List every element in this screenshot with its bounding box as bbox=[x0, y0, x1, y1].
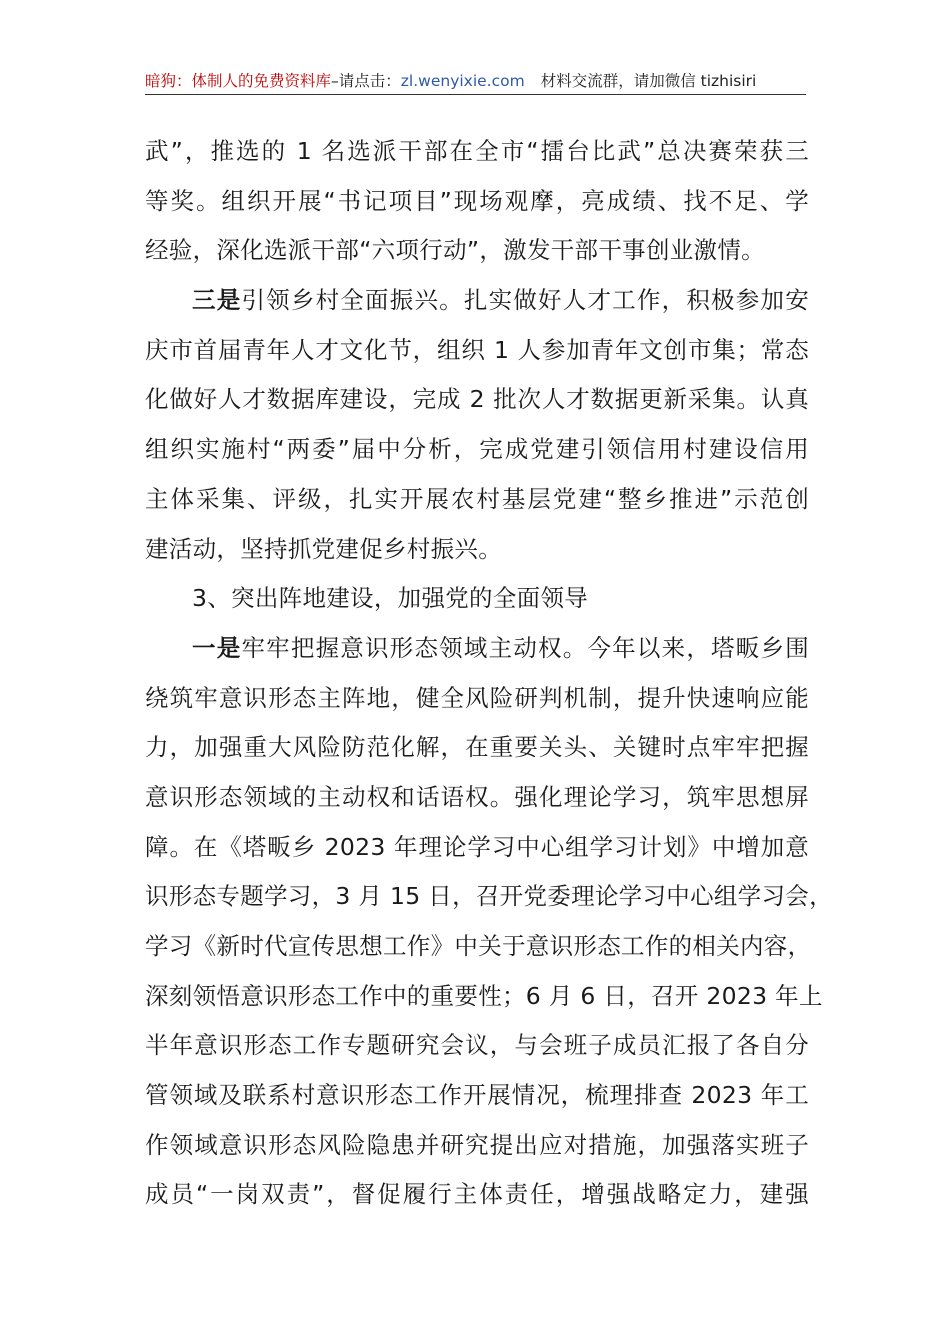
text-line: 绕筑牢意识形态主阵地，健全风险研判机制，提升快速响应能 bbox=[145, 683, 809, 712]
text-line: 化做好人才数据库建设，完成 2 批次人才数据更新采集。认真 bbox=[145, 385, 809, 414]
header-url-link[interactable]: zl.wenyixie.com bbox=[400, 72, 525, 90]
text-line: 牢牢把握意识形态领域主动权。今年以来，塔畈乡围 bbox=[241, 633, 809, 662]
text-line: 组织实施村“两委”届中分析，完成党建引领信用村建设信用 bbox=[145, 435, 809, 464]
text-line: 识形态专题学习，3 月 15 日，召开党委理论学习中心组学习会， bbox=[145, 882, 833, 911]
text-line: 庆市首届青年人才文化节，组织 1 人参加青年文创市集；常态 bbox=[145, 335, 809, 364]
text-line: 成员“一岗双责”，督促履行主体责任，增强战略定力，建强 bbox=[145, 1180, 809, 1209]
section-heading: 3、突出阵地建设，加强党的全面领导 bbox=[192, 584, 589, 613]
paragraph-start-line bbox=[145, 624, 809, 674]
document-body bbox=[145, 127, 833, 1220]
text-line: 半年意识形态工作专题研究会议，与会班子成员汇报了各自分 bbox=[145, 1031, 809, 1060]
text-line: 引领乡村全面振兴。扎实做好人才工作，积极参加安 bbox=[241, 286, 809, 315]
header-group-text: 材料交流群，请加微信 tizhisiri bbox=[540, 72, 757, 90]
text-line: 武”，推选的 1 名选派干部在全市“擂台比武”总决赛荣获三 bbox=[145, 137, 809, 165]
text-line: 作领域意识形态风险隐患并研究提出应对措施，加强落实班子 bbox=[145, 1130, 809, 1159]
text-line: 意识形态领域的主动权和话语权。强化理论学习，筑牢思想屏 bbox=[145, 782, 809, 811]
text-line: 等奖。组织开展“书记项目”现场观摩，亮成绩、找不足、学 bbox=[145, 186, 809, 215]
text-line: 经验，深化选派干部“六项行动”，激发干部干事创业激情。 bbox=[145, 236, 765, 265]
paragraph-lead-bold: 三是 bbox=[192, 286, 242, 315]
text-line: 主体采集、评级，扎实开展农村基层党建“整乡推进”示范创 bbox=[145, 484, 809, 513]
page-header bbox=[145, 68, 806, 95]
text-line: 深刻领悟意识形态工作中的重要性；6 月 6 日，召开 2023 年上 bbox=[145, 981, 823, 1010]
header-prompt: –请点击： bbox=[331, 72, 401, 90]
header-site-name: 暗狗：体制人的免费资料库 bbox=[145, 72, 332, 90]
text-line: 建活动，坚持抓党建促乡村振兴。 bbox=[145, 534, 502, 563]
text-line: 学习《新时代宣传思想工作》中关于意识形态工作的相关内容， bbox=[145, 932, 812, 960]
paragraph-lead-bold: 一是 bbox=[192, 633, 242, 662]
paragraph-start-line bbox=[145, 276, 809, 326]
text-line: 管领域及联系村意识形态工作开展情况，梳理排查 2023 年工 bbox=[145, 1081, 809, 1110]
text-line: 力，加强重大风险防范化解，在重要关头、关键时点牢牢把握 bbox=[145, 733, 809, 762]
text-line: 障。在《塔畈乡 2023 年理论学习中心组学习计划》中增加意 bbox=[145, 832, 809, 861]
